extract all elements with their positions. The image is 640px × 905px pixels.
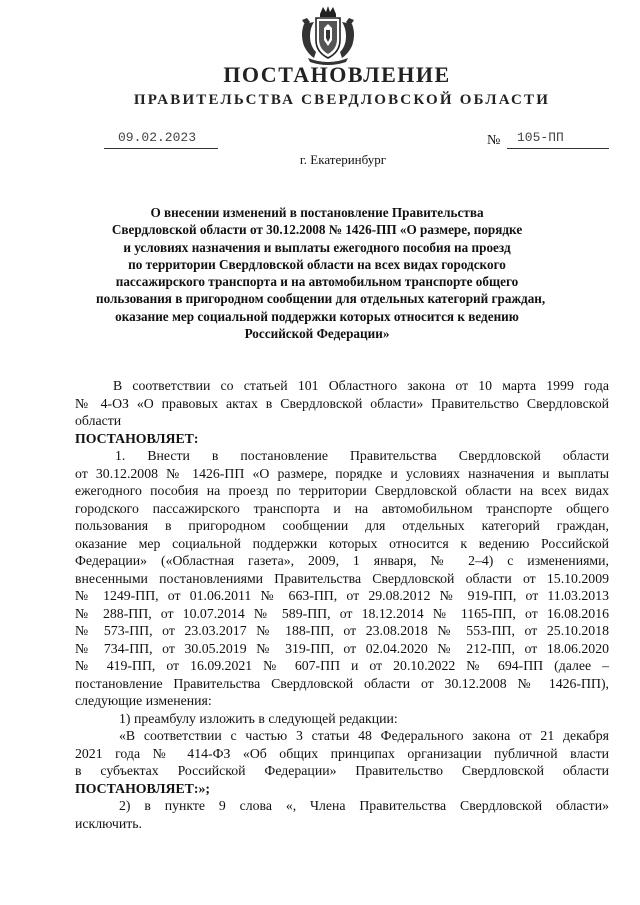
sub-item-1-quote-line: 2021 года № 414-ФЗ «Об общих принципах организации публичной власти bbox=[75, 745, 609, 761]
sub-item-1-quote-line: «В соответствии с частью 3 статьи 48 Федерального закона от 21 декабря bbox=[119, 728, 609, 743]
coat-of-arms-emblem bbox=[298, 4, 358, 66]
item-1-line: следующие изменения: bbox=[75, 693, 212, 708]
title-line: по территории Свердловской области на всех видах городского bbox=[128, 256, 506, 272]
item-1-line: № 573-ПП, от 23.03.2017 № 188-ПП, от 23.08.2018 № 553-ПП, от 25.10.2018 bbox=[75, 623, 609, 638]
document-type-heading: ПОСТАНОВЛЕНИЕ bbox=[223, 62, 451, 87]
item-1-line: внесенными постановлениями Правительства Свердловской области от 15.10.2009 bbox=[75, 570, 609, 586]
resolves-heading: ПОСТАНОВЛЯЕТ: bbox=[75, 430, 199, 446]
title-line: Российской Федерации» bbox=[244, 326, 390, 342]
title-line: О внесении изменений в постановление Правительства bbox=[150, 205, 484, 220]
preamble-line: № 4-ОЗ «О правовых актах в Свердловской области» Правительство Свердловской bbox=[75, 395, 609, 411]
sub-item-1-end: ПОСТАНОВЛЯЕТ:»; bbox=[75, 780, 210, 796]
item-1-line: от 30.12.2008 № 1426-ПП «О размере, порядке и условиях назначения и выплаты bbox=[75, 465, 609, 481]
item-1-line: 1. Внести в постановление Правительства Свердловской области bbox=[115, 448, 609, 463]
city-line: г. Екатеринбург bbox=[299, 152, 387, 167]
item-1-line: № 288-ПП, от 10.07.2014 № 589-ПП, от 18.12.2014 № 1165-ПП, от 16.08.2016 bbox=[75, 605, 609, 621]
preamble-line: В соответствии со статьей 101 Областного закона от 10 марта 1999 года bbox=[113, 378, 609, 393]
document-number: 105-ПП bbox=[517, 130, 564, 145]
item-1-line: Федерации» («Областная газета», 2009, 1 января, № 2–4) с изменениями, bbox=[75, 553, 609, 568]
sub-item-1-heading: 1) преамбулу изложить в следующей редакции: bbox=[119, 710, 398, 726]
document-body bbox=[75, 377, 609, 832]
title-line: Свердловской области от 30.12.2008 № 1426-ПП «О размере, порядке bbox=[111, 222, 523, 238]
title-line: оказание мер социальной поддержки которых относится к ведению bbox=[115, 308, 519, 324]
item-1-line: оказание мер социальной поддержки которых относится к ведению Российской bbox=[75, 535, 609, 551]
item-1-line: № 1249-ПП, от 01.06.2011 № 663-ПП, от 29.08.2012 № 919-ПП, от 11.03.2013 bbox=[75, 588, 609, 603]
document-date: 09.02.2023 bbox=[118, 130, 197, 145]
number-line bbox=[507, 131, 609, 149]
issuer-heading: ПРАВИТЕЛЬСТВА СВЕРДЛОВСКОЙ ОБЛАСТИ bbox=[133, 92, 551, 108]
item-1-line: пользования в пригородном сообщении для отдельных категорий граждан, bbox=[75, 518, 609, 533]
item-1-line: ежегодного пособия на проезд по территории Свердловской области на всех видах bbox=[75, 483, 609, 498]
title-line: пассажирского транспорта и на автомобильном транспорте общего bbox=[115, 274, 519, 290]
item-1-line: городского пассажирского транспорта и на автомобильном транспорте общего bbox=[75, 500, 609, 516]
sub-item-2-line: 2) в пункте 9 слова «, Члена Правительства Свердловской области» bbox=[119, 798, 609, 813]
title-line: и условиях назначения и выплаты ежегодного пособия на проезд bbox=[123, 239, 511, 255]
date-field bbox=[104, 131, 218, 149]
number-field bbox=[487, 131, 609, 148]
sub-item-1-quote-line: в субъектах Российской Федерации» Правительство Свердловской области bbox=[75, 763, 609, 778]
document-title bbox=[96, 204, 546, 342]
item-1-line: № 419-ПП, от 16.09.2021 № 607-ПП и от 20.10.2022 № 694-ПП (далее – bbox=[75, 658, 609, 673]
title-line: пользования в пригородном сообщении для отдельных категорий граждан, bbox=[96, 291, 546, 307]
preamble-line: области bbox=[75, 413, 122, 428]
item-1-line: № 734-ПП, от 30.05.2019 № 319-ПП, от 02.04.2020 № 212-ПП, от 18.06.2020 bbox=[75, 640, 609, 656]
sub-item-2-line: исключить. bbox=[75, 815, 142, 831]
number-sign: № bbox=[487, 133, 501, 148]
item-1-line: постановление Правительства Свердловской области от 30.12.2008 № 1426-ПП), bbox=[75, 675, 609, 691]
